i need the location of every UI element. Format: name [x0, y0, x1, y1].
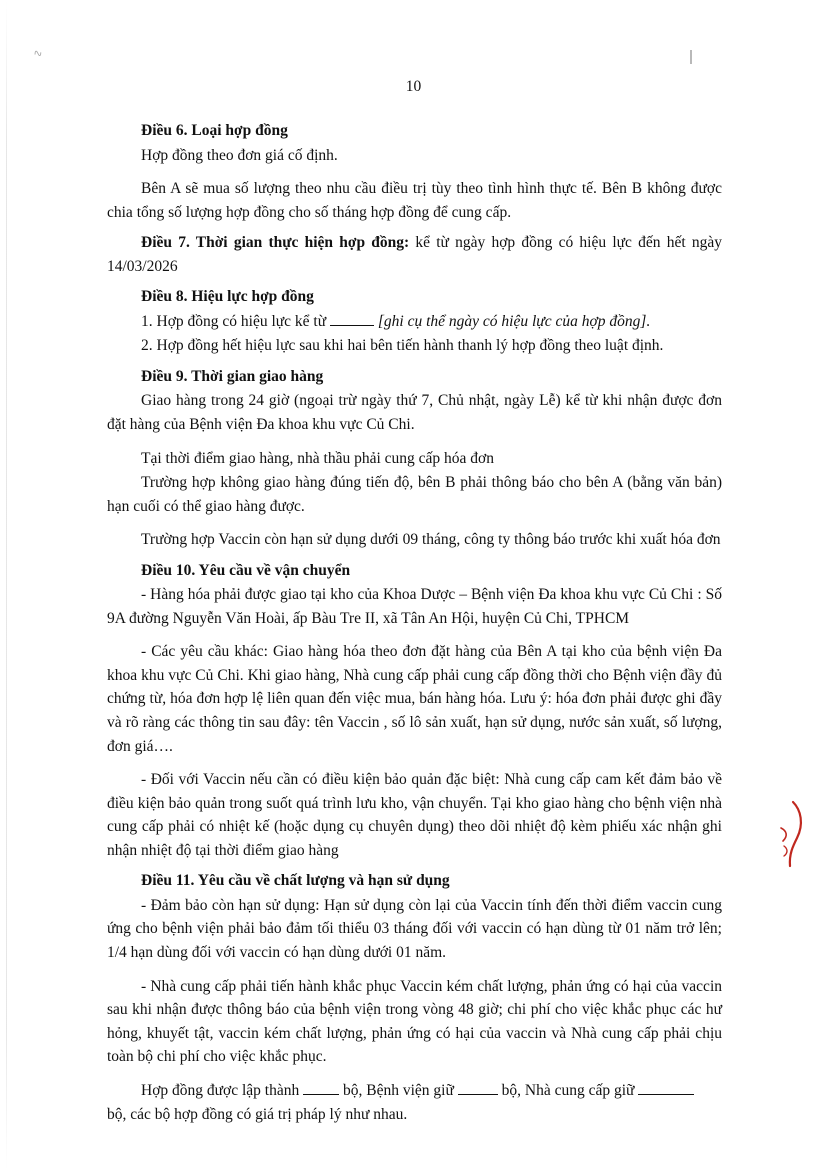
fill-in-blank-copies-total: [303, 1079, 339, 1095]
paragraph-dieu8-2: 2. Hợp đồng hết hiệu lực sau khi hai bên tiến hành thanh lý hợp đồng theo luật định.: [141, 337, 664, 355]
paragraph-dieu9-1: Giao hàng trong 24 giờ (ngoại trừ ngày thứ 7, Chủ nhật, ngày Lễ) kể từ khi nhận được đơn đặt hàng của Bệnh viện Đa khoa khu vực Củ Chi.: [107, 392, 722, 434]
section-heading-dieu6: Điều 6. Loại hợp đồng: [141, 122, 288, 139]
scan-edge-line: [6, 0, 7, 1170]
paragraph-dieu9-2: Tại thời điểm giao hàng, nhà thầu phải cung cấp hóa đơn: [141, 449, 494, 467]
dieu8-note: [ghi cụ thể ngày có hiệu lực của hợp đồng].: [377, 312, 651, 330]
paragraph-dieu8-1: [107, 310, 722, 334]
paragraph-dieu10-1: - Hàng hóa phải được giao tại kho của Khoa Dược – Bệnh viện Đa khoa khu vực Củ Chi : Số 9A đường Nguyễn Văn Hoài, ấp Bàu Tre II, xã Tân An Hội, huyện Củ Chi, TPHCM: [107, 586, 722, 627]
paragraph-dieu10-3: - Đối với Vaccin nếu cần có điều kiện bảo quản đặc biệt: Nhà cung cấp cam kết đảm bảo về điều kiện bảo quản trong suốt quá trình lưu kho, vận chuyển. Tại kho giao hàng cho bệnh viện nhà cung cấp phải có nhiệt kế (hoặc dụng cụ chuyên dụng) theo dõi nhiệt độ kèm phiếu xác nhận ghi nhận nhiệt độ tại thời điểm giao hàng: [107, 771, 722, 859]
paragraph-closing-2: bộ, các bộ hợp đồng có giá trị pháp lý như nhau.: [107, 1106, 408, 1124]
dieu8-prefix: 1. Hợp đồng có hiệu lực kể từ: [141, 312, 331, 330]
section-heading-dieu10: Điều 10. Yêu cầu về vận chuyển: [141, 561, 351, 579]
fill-in-blank-effective-date: [330, 310, 374, 326]
closing-part-1: Hợp đồng được lập thành: [141, 1081, 304, 1099]
paragraph-dieu10-2: - Các yêu cầu khác: Giao hàng hóa theo đơn đặt hàng của Bên A tại kho của bệnh viện Đa khoa khu vực Củ Chi. Khi giao hàng, Nhà cung cấp phải cung cấp đồng thời cho Bệnh viện đầy đủ chứng từ, hóa đơn hợp lệ liên quan đến việc mua, bán hàng hóa. Lưu ý: hóa đơn phải được ghi đầy và rõ ràng các thông tin sau đây: tên Vaccin , số lô sản xuất, hạn sử dụng, nước sản xuất, số lượng, đơn giá….: [107, 643, 722, 755]
paragraph-dieu9-3: Trường hợp không giao hàng đúng tiến độ, bên B phải thông báo cho bên A (bằng văn bản) hạn cuối có thể giao hàng được.: [107, 474, 722, 515]
scan-artifact-top-left: ∿: [32, 46, 45, 61]
closing-part-2: bộ, Bệnh viện giữ: [339, 1081, 458, 1099]
closing-part-3: bộ, Nhà cung cấp giữ: [497, 1081, 639, 1099]
red-pen-mark: [771, 800, 811, 870]
section-heading-dieu9: Điều 9. Thời gian giao hàng: [141, 367, 324, 385]
paragraph-closing: [107, 1079, 722, 1103]
fill-in-blank-copies-supplier: [638, 1079, 694, 1095]
section-heading-dieu7: [107, 231, 722, 278]
page-number: 10: [405, 78, 422, 95]
paragraph-dieu6-2: Bên A sẽ mua số lượng theo nhu cầu điều trị tùy theo tình hình thực tế. Bên B không được chia tổng số lượng hợp đồng cho số tháng hợp đồng để cung cấp.: [107, 180, 722, 221]
paragraph-dieu11-2: - Nhà cung cấp phải tiến hành khắc phục Vaccin kém chất lượng, phản ứng có hại của vaccin sau khi nhận được thông báo của bệnh viện trong vòng 48 giờ; chi phí cho việc khắc phục các hư hỏng, khuyết tật, vaccin kém chất lượng, phản ứng có hại của vaccin và Nhà cung cấp phải chịu toàn bộ chi phí cho việc khắc phục.: [107, 977, 722, 1066]
dieu7-text: kể từ ngày hợp đồng có hiệu lực đến hết ngày 14/03/2026: [107, 234, 722, 275]
section-heading-dieu11: Điều 11. Yêu cầu về chất lượng và hạn sử dụng: [141, 872, 450, 890]
paragraph-dieu9-4: Trường hợp Vaccin còn hạn sử dụng dưới 09 tháng, công ty thông báo trước khi xuất hóa đơn: [141, 531, 721, 549]
document-body: [107, 112, 722, 1128]
paragraph-dieu6-1: Hợp đồng theo đơn giá cố định.: [141, 146, 338, 164]
scan-artifact-top-right: [690, 50, 692, 64]
dieu7-label: Điều 7. Thời gian thực hiện hợp đồng:: [141, 234, 410, 252]
paragraph-dieu11-1: - Đảm bảo còn hạn sử dụng: Hạn sử dụng còn lại của Vaccin tính đến thời điểm vaccin cung ứng cho bệnh viện phải bảo đảm tối thiểu 03 tháng đối với vaccin có hạn dùng từ 01 năm trở lên; 1/4 hạn dùng đối với vaccin có hạn dùng dưới 01 năm.: [107, 896, 722, 961]
fill-in-blank-copies-hospital: [458, 1079, 498, 1095]
section-heading-dieu8: Điều 8. Hiệu lực hợp đồng: [141, 288, 314, 306]
